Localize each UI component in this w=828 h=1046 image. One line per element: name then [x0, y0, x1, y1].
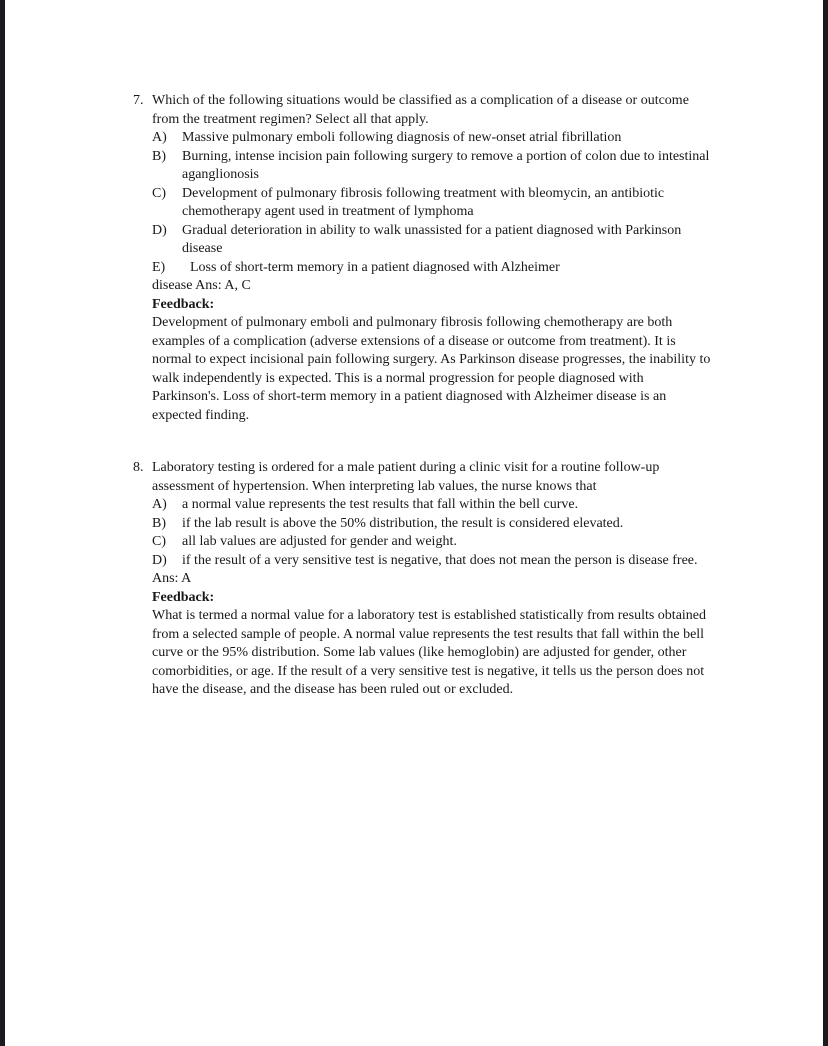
option-text: if the result of a very sensitive test is negative, that does not mean the person is disease free. [182, 552, 698, 568]
option-text: a normal value represents the test results that fall within the bell curve. [182, 497, 579, 512]
question-body [152, 459, 712, 700]
option-letter: B) [152, 515, 166, 531]
feedback-text: What is termed a normal value for a laboratory test is established statistically from results obtained from a selected sample of people. A normal value represents the test results that fall within the bell curve or the 95% distribution. Some lab values (like hemoglobin) are adjusted for gender, other comorbidities, or age. If the result of a very sensitive test is negative, it tells us the person does not have the disease, and the disease has been ruled out or excluded. [152, 608, 707, 697]
option-text: if the lab result is above the 50% distribution, the result is considered elevated. [182, 515, 624, 531]
option-row [152, 222, 712, 259]
option-letter: E) [152, 259, 166, 275]
question-number: 7. [133, 93, 144, 108]
option-text: Loss of short-term memory in a patient diagnosed with Alzheimer [190, 259, 560, 275]
question-8-block [133, 459, 823, 700]
page-content [5, 0, 823, 700]
option-row [152, 552, 712, 571]
feedback-text: Development of pulmonary emboli and pulmonary fibrosis following chemotherapy are both examples of a complication (adverse extensions of a disease or outcome from treatment). It is normal to expect incisional pain following surgery. As Parkinson disease progresses, the inability to walk independently is expected. This is a normal progression for people diagnosed with Parkinson's. Loss of short-term memory in a patient diagnosed with Alzheimer disease is an expected finding. [152, 315, 711, 423]
option-letter: D) [152, 552, 167, 568]
option-letter: D) [152, 222, 167, 238]
question-body [152, 92, 712, 425]
option-text: Burning, intense incision pain following surgery to remove a portion of colon due to intestinal aganglionosis [182, 148, 710, 182]
option-letter: A) [152, 130, 167, 145]
option-text: Massive pulmonary emboli following diagnosis of new-onset atrial fibrillation [182, 130, 622, 145]
question-stem: Which of the following situations would be classified as a complication of a disease or outcome from the treatment regimen? Select all that apply. [152, 93, 689, 127]
viewer-edge-right [823, 0, 828, 1046]
option-letter: B) [152, 148, 166, 164]
option-letter: C) [152, 534, 166, 549]
question-7-block [133, 92, 823, 425]
option-row [152, 185, 712, 222]
document-page [5, 0, 823, 1046]
option-row [152, 515, 712, 534]
answer-line: Ans: A [152, 571, 192, 586]
feedback-label: Feedback: [152, 589, 215, 605]
answer-line: disease Ans: A, C [152, 278, 251, 293]
question-stem: Laboratory testing is ordered for a male patient during a clinic visit for a routine follow-up assessment of hypertension. When interpreting lab values, the nurse knows that [152, 460, 660, 494]
option-text: all lab values are adjusted for gender and weight. [182, 534, 457, 549]
option-row [152, 533, 712, 552]
option-letter: A) [152, 497, 167, 512]
question-number: 8. [133, 460, 144, 475]
option-text: Development of pulmonary fibrosis following treatment with bleomycin, an antibiotic chemotherapy agent used in treatment of lymphoma [182, 185, 665, 219]
feedback-label: Feedback: [152, 296, 215, 312]
option-text: Gradual deterioration in ability to walk unassisted for a patient diagnosed with Parkinson disease [182, 222, 682, 256]
option-row [152, 148, 712, 185]
option-letter: C) [152, 185, 166, 201]
option-row [152, 259, 712, 278]
option-row [152, 129, 712, 148]
option-row [152, 496, 712, 515]
